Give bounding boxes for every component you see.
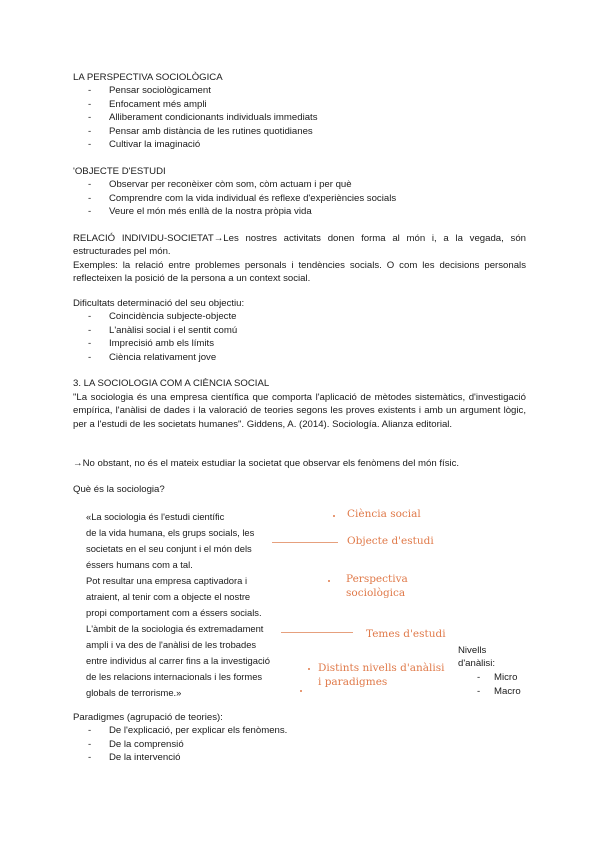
list-item: Pensar sociològicament xyxy=(109,85,211,96)
quote-line: entre individus al carrer fins a la investigació xyxy=(86,655,270,666)
list-item: Observar per reconèixer còm som, còm actuam i per què xyxy=(109,179,352,190)
quote-line: «La sociologia és l'estudi científic xyxy=(86,511,225,522)
bullet-dot-icon xyxy=(328,580,330,582)
list-item: Micro xyxy=(494,672,518,683)
annotation-ciencia-social: Ciència social xyxy=(347,508,421,520)
bullet-dot-icon xyxy=(300,690,302,692)
list-item: Cultivar la imaginació xyxy=(109,139,201,150)
list-item: De l'explicació, per explicar els fenòmens. xyxy=(109,725,288,736)
connector-line xyxy=(281,632,353,633)
bullet-dash: - xyxy=(88,352,92,363)
list-item: L'anàlisi social i el sentit comú xyxy=(109,325,238,336)
bullet-dash: - xyxy=(88,112,92,123)
list-item: Alliberament condicionants individuals immediats xyxy=(109,112,318,123)
nivells-subtitle: d'anàlisi: xyxy=(458,658,496,669)
section-title-ciencia-social: 3. LA SOCIOLOGIA COM A CIÈNCIA SOCIAL xyxy=(73,378,270,389)
paragraph-exemples: Exemples: la relació entre problemes personals i tendències socials. O com les decisions personals reflecteixen la posició de la persona a un context social. xyxy=(73,260,526,285)
quote-line: ampli i va des de l'anàlisi de les trobades xyxy=(86,639,257,650)
nivells-title: Nivells xyxy=(458,645,487,656)
list-item: Pensar amb distància de les rutines quotidianes xyxy=(109,126,313,137)
section-title-perspectiva: LA PERSPECTIVA SOCIOLÒGICA xyxy=(73,72,223,83)
annotation-temes-estudi: Temes d'estudi xyxy=(366,628,446,640)
section-title-dificultats: Dificultats determinació del seu objectiu: xyxy=(73,298,245,309)
list-item: De la intervenció xyxy=(109,752,181,763)
bullet-dash: - xyxy=(88,325,92,336)
bullet-dash: - xyxy=(88,126,92,137)
list-item: Ciència relativament jove xyxy=(109,352,217,363)
list-item: Imprecisió amb els límits xyxy=(109,338,215,349)
bullet-dot-icon xyxy=(333,515,335,517)
section-title-paradigmes: Paradigmes (agrupació de teories): xyxy=(73,712,223,723)
bullet-dash: - xyxy=(88,739,92,750)
list-item: Enfocament més ampli xyxy=(109,99,207,110)
bullet-dash: - xyxy=(88,725,92,736)
quote-line: societats en el seu conjunt i el món dels xyxy=(86,543,252,554)
list-item: Macro xyxy=(494,686,521,697)
quote-line: L'àmbit de la sociologia és extremadament xyxy=(86,623,264,634)
paragraph-relacio: RELACIÓ INDIVIDU-SOCIETAT→Les nostres activitats donen forma al món i, a la vegada, són estructurades pel món. xyxy=(73,233,526,258)
bullet-dash: - xyxy=(88,752,92,763)
quote-line: propi comportament com a éssers socials. xyxy=(86,607,262,618)
giddens-quote: "La sociologia és una empresa científica que comporta l'aplicació de mètodes sistemàtics, d'investigació empírica, l'anàlisi de dades i la valoració de teories segons les proves existents i amb un argument lògic, per a l'estudi de les societats humanes". Giddens, A. (2014). Sociología. Alianza editorial. xyxy=(73,392,526,430)
annotation-objecte-estudi: Objecte d'estudi xyxy=(347,535,434,547)
bullet-dash: - xyxy=(477,672,481,683)
list-item: Coincidència subjecte-objecte xyxy=(109,311,237,322)
quote-line: éssers humans com a tal. xyxy=(86,559,193,570)
bullet-dot-icon xyxy=(308,668,310,670)
list-item: Comprendre com la vida individual és reflexe d'experiències socials xyxy=(109,193,397,204)
annotation-perspectiva: Perspectiva xyxy=(346,573,408,585)
quote-line: Pot resultar una empresa captivadora i xyxy=(86,575,248,586)
annotation-paradigmes: i paradigmes xyxy=(318,676,388,688)
list-item: Veure el món més enllà de la nostra pròpia vida xyxy=(109,206,312,217)
bullet-dash: - xyxy=(88,139,92,150)
note-mon-fisic: →No obstant, no és el mateix estudiar la societat que observar els fenòmens del món físic. xyxy=(73,458,460,469)
bullet-dash: - xyxy=(88,85,92,96)
bullet-dash: - xyxy=(88,206,92,217)
connector-line xyxy=(272,542,338,543)
section-title-objecte: 'OBJECTE D'ESTUDI xyxy=(73,166,166,177)
quote-line: atraient, al tenir com a objecte el nostre xyxy=(86,591,251,602)
bullet-dash: - xyxy=(88,338,92,349)
quote-line: globals de terrorisme.» xyxy=(86,687,182,698)
annotation-sociologica: sociològica xyxy=(346,587,406,599)
bullet-dash: - xyxy=(88,99,92,110)
quote-line: de la vida humana, els grups socials, les xyxy=(86,527,255,538)
bullet-dash: - xyxy=(88,311,92,322)
annotation-nivells-analisi: Distints nivells d'anàlisi xyxy=(318,662,445,674)
section-title-que-es: Què és la sociologia? xyxy=(73,484,165,495)
bullet-dash: - xyxy=(477,686,481,697)
bullet-dash: - xyxy=(88,193,92,204)
list-item: De la comprensió xyxy=(109,739,184,750)
quote-line: de les relacions internacionals i les formes xyxy=(86,671,263,682)
bullet-dash: - xyxy=(88,179,92,190)
